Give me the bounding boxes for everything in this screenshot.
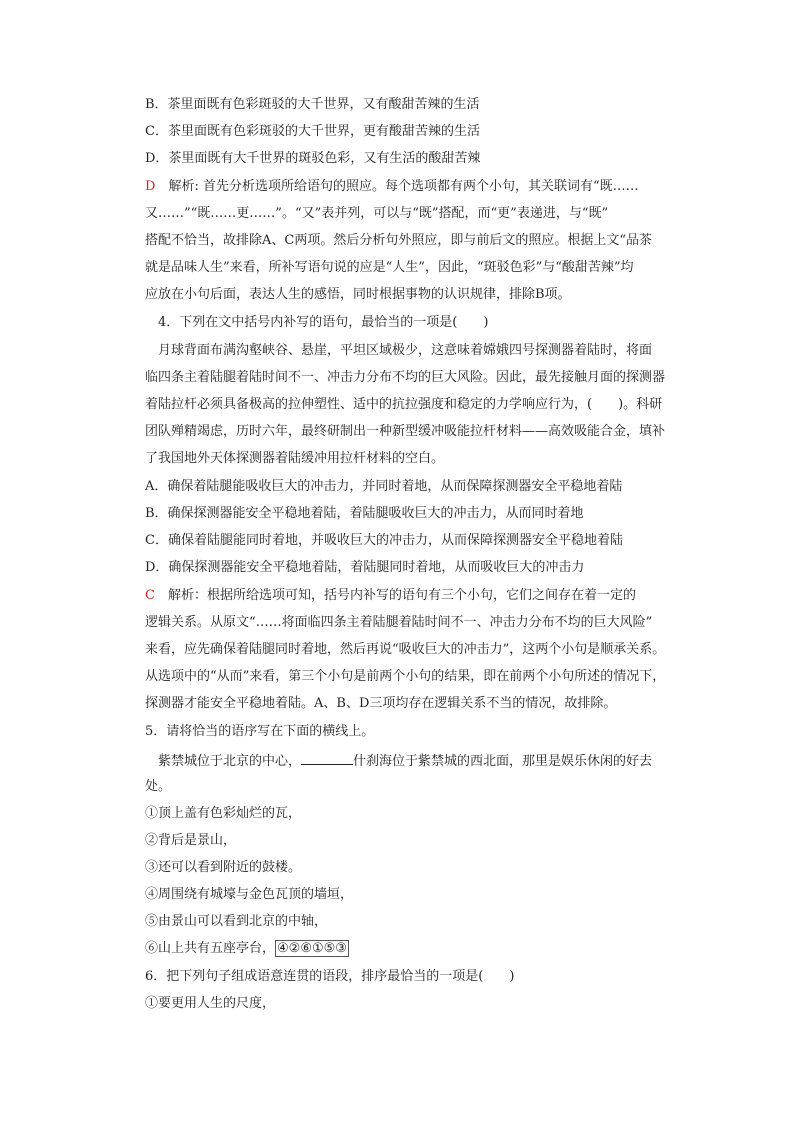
q3-option-c: C．茶里面既有色彩斑驳的大千世界，更有酸甜苦辣的生活	[145, 124, 480, 139]
q5-item: ①顶上盖有色彩灿烂的瓦，	[145, 806, 302, 821]
q5-answer: ④②⑥①⑤③	[277, 941, 347, 956]
q4-analysis-line: 探测器才能安全平稳地着陆。A、B、D三项均存在逻辑关系不当的情况，故排除。	[145, 696, 617, 711]
q5-item: ⑥山上共有五座亭台，	[145, 941, 276, 956]
q4-analysis-line: 从选项中的“从而”来看，第三个小句是前两个小句的结果，即在前两个小句所述的情况下，	[145, 669, 666, 684]
q6-item: ①要更用人生的尺度，	[145, 996, 276, 1011]
q4-option-c: C．确保着陆腿能同时着地，并吸收巨大的冲击力，从而保障探测器安全平稳地着陆	[145, 533, 623, 548]
q5-passage-start: 紫禁城位于北京的中心，	[158, 754, 302, 769]
q3-analysis-line: 又……”“既……更……”。“又”表并列，可以与“既”搭配，而“更”表递进，与“既”	[145, 206, 609, 221]
q4-analysis-line	[145, 586, 636, 606]
q4-analysis-text: 解析：根据所给选项可知，括号内补写的语句有三个小句，它们之间存在着一定的	[167, 588, 636, 603]
q4-stem: 4．下列在文中括号内补写的语句，最恰当的一项是( )	[158, 315, 489, 330]
q5-item: ②背后是景山，	[145, 833, 237, 848]
q3-analysis-line	[145, 177, 639, 197]
q4-passage-line: 了我国地外天体探测器着陆缓冲用拉杆材料的空白。	[145, 451, 445, 466]
q4-option-a: A．确保着陆腿能吸收巨大的冲击力，并同时着地，从而保障探测器安全平稳地着陆	[145, 479, 623, 494]
q4-analysis-line: 来看，应先确保着陆腿同时着地，然后再说“吸收巨大的冲击力”，这两个小句是顺承关系。	[145, 642, 666, 657]
q3-answer-letter: D	[145, 179, 156, 194]
q5-passage-rest: 什刹海位于紫禁城的西北面，那里是娱乐休闲的好去	[353, 754, 653, 769]
q3-analysis-text: 解析: 首先分析选项所给语句的照应。每个选项都有两个小句，其关联词有“既……	[168, 179, 639, 194]
q6-stem: 6．把下列句子组成语意连贯的语段，排序最恰当的一项是( )	[145, 969, 515, 984]
q5-item-last	[145, 939, 349, 959]
q3-analysis-line: 就是品味人生”来看，所补写语句说的应是“人生”，因此，“斑驳色彩”与“酸甜苦辣”均	[145, 260, 634, 275]
q3-option-d: D．茶里面既有大千世界的斑驳色彩，又有生活的酸甜苦辣	[145, 151, 481, 166]
q4-option-d: D．确保探测器能安全平稳地着陆，着陆腿同时着地，从而吸收巨大的冲击力	[145, 560, 585, 575]
q4-answer-letter: C	[145, 588, 155, 603]
q3-option-b: B．茶里面既有色彩斑驳的大千世界，又有酸甜苦辣的生活	[145, 97, 480, 112]
q4-passage-line: 月球背面布满沟壑峡谷、悬崖，平坦区域极少，这意味着嫦娥四号探测器着陆时，将面	[158, 343, 653, 358]
q5-item: ⑤由景山可以看到北京的中轴，	[145, 914, 328, 929]
q5-passage-end: 处。	[145, 779, 172, 794]
q3-analysis-line: 应放在小句后面，表达人生的感悟，同时根据事物的认识规律，排除B项。	[145, 287, 571, 302]
q5-item: ③还可以看到附近的鼓楼。	[145, 860, 302, 875]
q5-passage-line	[158, 750, 652, 772]
q4-passage-line: 着陆拉杆必须具备极高的拉伸塑性、适中的抗拉强度和稳定的力学响应行为，( )。科研	[145, 397, 663, 412]
q4-passage-line: 临四条主着陆腿着陆时间不一、冲击力分布不均的巨大风险。因此，最先接触月面的探测器	[145, 370, 666, 385]
answer-blank[interactable]	[301, 750, 353, 765]
q5-stem: 5．请将恰当的语序写在下面的横线上。	[145, 724, 375, 739]
q4-option-b: B．确保探测器能安全平稳地着陆，着陆腿吸收巨大的冲击力，从而同时着地	[145, 506, 584, 521]
q5-item: ④周围绕有城壕与金色瓦顶的墙垣，	[145, 887, 354, 902]
q4-passage-line: 团队殚精竭虑，历时六年，最终研制出一种新型缓冲吸能拉杆材料——高效吸能合金，填补	[145, 424, 666, 439]
q4-analysis-line: 逻辑关系。从原文“……将面临四条主着陆腿着陆时间不一、冲击力分布不均的巨大风险”	[145, 615, 653, 630]
q3-analysis-line: 搭配不恰当，故排除A、C两项。然后分析句外照应，即与前后文的照应。根据上文“品茶	[145, 233, 652, 248]
